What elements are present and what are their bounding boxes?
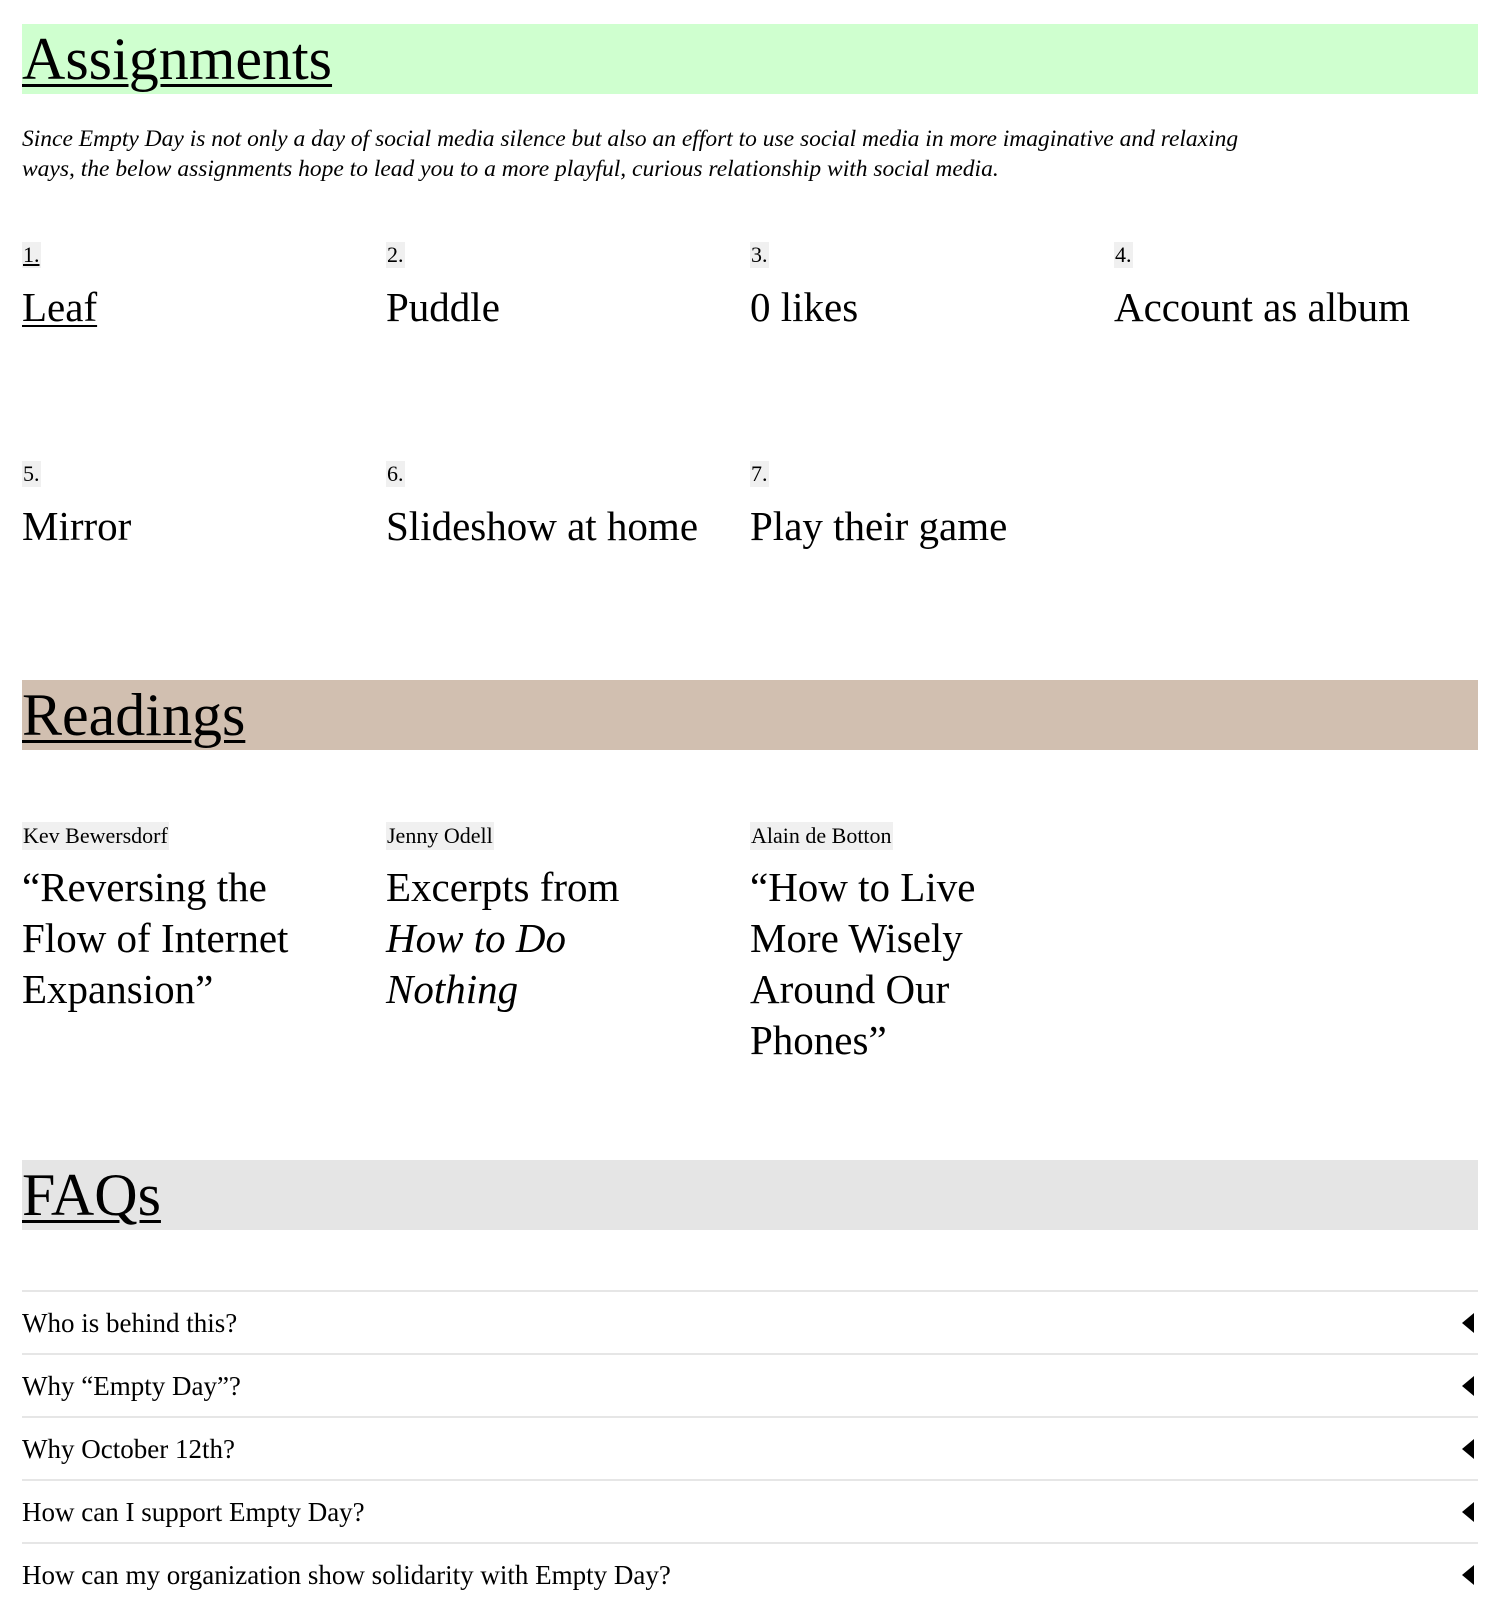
assignment-item-account-as-album (1114, 242, 1478, 461)
faq-question: Why “Empty Day”? (22, 1370, 241, 1401)
reading-item-de-botton (750, 822, 1114, 1160)
readings-section (22, 680, 1478, 1160)
reading-author: Kev Bewersdorf (23, 823, 168, 848)
reading-item-bewersdorf (22, 822, 386, 1160)
faq-item-organization-solidarity[interactable] (22, 1542, 1478, 1605)
assignment-number: 1. (23, 242, 40, 267)
caret-left-icon[interactable] (1462, 1376, 1474, 1396)
caret-left-icon[interactable] (1462, 1502, 1474, 1522)
assignments-header (22, 24, 1478, 94)
faq-question: How can I support Empty Day? (22, 1496, 365, 1527)
assignment-link-leaf[interactable]: Leaf (22, 284, 98, 330)
assignment-link-play-their-game[interactable]: Play their game (750, 503, 1008, 549)
caret-left-icon[interactable] (1462, 1313, 1474, 1333)
assignment-item-mirror (22, 461, 386, 680)
assignment-item-leaf (22, 242, 386, 461)
reading-title-book: How to Do Nothing (386, 915, 566, 1012)
assignments-intro: Since Empty Day is not only a day of social media silence but also an effort to use social media in more imaginative and relaxing ways, the below assignments hope to lead you to a more playful, curious relationship with social media. (22, 126, 1239, 182)
readings-heading-link[interactable]: Readings (22, 682, 246, 748)
caret-left-icon[interactable] (1462, 1565, 1474, 1585)
reading-title-prefix: Excerpts from (386, 864, 620, 910)
assignment-link-account-as-album[interactable]: Account as album (1114, 284, 1411, 330)
assignment-item-slideshow-at-home (386, 461, 750, 680)
assignment-link-puddle[interactable]: Puddle (386, 284, 500, 330)
assignments-grid (22, 242, 1478, 680)
readings-grid (22, 822, 1478, 1160)
reading-link-reversing-the-flow[interactable]: “Reversing the Flow of Internet Expansion” (22, 864, 289, 1012)
faq-item-how-support[interactable] (22, 1479, 1478, 1542)
reading-author: Alain de Botton (751, 823, 892, 848)
assignment-number: 6. (387, 461, 404, 486)
reading-author: Jenny Odell (387, 823, 493, 848)
assignment-number: 5. (23, 461, 40, 486)
reading-link-live-more-wisely[interactable]: “How to Live More Wisely Around Our Phones” (750, 864, 976, 1063)
assignments-section (22, 24, 1478, 680)
assignment-link-0-likes[interactable]: 0 likes (750, 284, 859, 330)
assignment-item-0-likes (750, 242, 1114, 461)
faq-question: Who is behind this? (22, 1307, 238, 1338)
faq-item-why-october-12th[interactable] (22, 1416, 1478, 1479)
readings-header (22, 680, 1478, 750)
faq-question: How can my organization show solidarity with Empty Day? (22, 1559, 671, 1590)
faqs-header (22, 1160, 1478, 1230)
assignment-item-play-their-game (750, 461, 1114, 680)
faq-item-who-is-behind[interactable] (22, 1290, 1478, 1353)
assignment-link-mirror[interactable]: Mirror (22, 503, 132, 549)
caret-left-icon[interactable] (1462, 1439, 1474, 1459)
reading-link-how-to-do-nothing[interactable] (386, 862, 696, 1015)
reading-item-odell (386, 822, 750, 1160)
assignment-item-puddle (386, 242, 750, 461)
faq-list (22, 1290, 1478, 1605)
assignment-number: 2. (387, 242, 404, 267)
assignment-link-slideshow-at-home[interactable]: Slideshow at home (386, 503, 699, 549)
page (22, 24, 1478, 1605)
faqs-heading-link[interactable]: FAQs (22, 1162, 161, 1228)
assignment-number: 4. (1115, 242, 1132, 267)
faq-item-why-empty-day[interactable] (22, 1353, 1478, 1416)
assignments-heading-link[interactable]: Assignments (22, 26, 333, 92)
assignment-number: 7. (751, 461, 768, 486)
assignment-number: 3. (751, 242, 768, 267)
faqs-section (22, 1160, 1478, 1605)
faq-question: Why October 12th? (22, 1433, 235, 1464)
